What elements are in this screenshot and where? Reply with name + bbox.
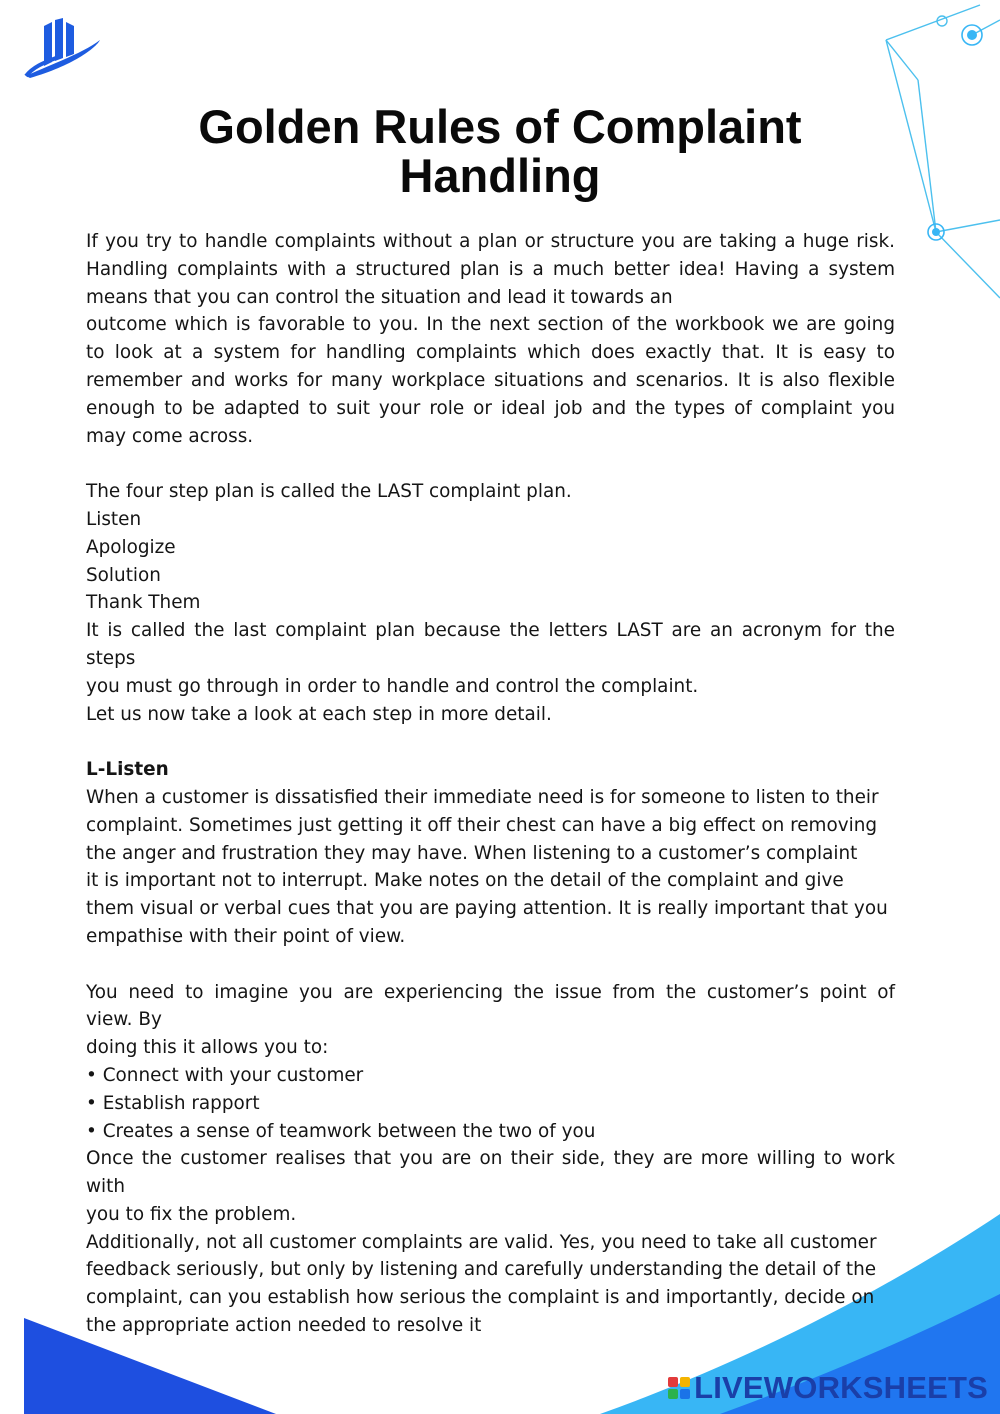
plan-step: Apologize	[86, 536, 176, 558]
listen-line: it is important not to interrupt. Make notes on the detail of the complaint and give	[86, 870, 844, 892]
title-line: Golden Rules of Complaint	[198, 100, 802, 153]
intro-line: If you try to handle complaints without a plan or structure you are taking a huge risk.	[86, 231, 895, 252]
listen-line: You need to imagine you are experiencing the issue from the customer’s point of	[86, 981, 895, 1003]
plan-step: Solution	[86, 564, 161, 586]
intro-line: may come across.	[86, 425, 254, 447]
listen-line: When a customer is dissatisfied their immediate need is for someone to listen to their	[86, 786, 879, 808]
plan-line: you must go through in order to handle and control the complaint.	[86, 675, 699, 697]
listen-line: the anger and frustration they may have. When listening to a customer’s complaint	[86, 842, 858, 864]
company-logo	[22, 18, 102, 80]
listen-line: view. By	[86, 1009, 162, 1031]
intro-line: to look at a system for handling complaints which does exactly that. It is easy to	[86, 342, 895, 364]
liveworksheets-brand	[668, 1372, 988, 1404]
brand-grid-icon	[668, 1377, 690, 1399]
plan-step: Listen	[86, 508, 142, 530]
page-title	[0, 102, 1000, 200]
listen-line: with	[86, 1176, 126, 1198]
plan-step: Thank Them	[86, 592, 201, 614]
intro-line: outcome which is favorable to you. In the next section of the workbook we are going	[86, 314, 895, 336]
bullet-item: • Establish rapport	[86, 1092, 260, 1114]
plan-line: steps	[86, 647, 136, 669]
listen-line: them visual or verbal cues that you are paying attention. It is really important that you	[86, 898, 888, 920]
listen-line: doing this it allows you to:	[86, 1037, 329, 1059]
intro-line: means that you can control the situation and lead it towards an	[86, 286, 673, 308]
section-heading: L-Listen	[86, 759, 169, 781]
bullet-item: • Creates a sense of teamwork between the two of you	[86, 1120, 596, 1142]
listen-line: complaint. Sometimes just getting it off their chest can have a big effect on removing	[86, 814, 878, 836]
title-line: Handling	[399, 149, 601, 202]
listen-line: complaint, can you establish how serious the complaint is and importantly, decide on	[86, 1287, 875, 1309]
listen-line: Once the customer realises that you are on their side, they are more willing to work	[86, 1148, 895, 1170]
listen-line: empathise with their point of view.	[86, 925, 406, 947]
intro-line: Handling complaints with a structured plan is a much better idea! Having a system	[86, 258, 895, 280]
brand-name: LIVEWORKSHEETS	[694, 1370, 988, 1405]
bullet-item: • Connect with your customer	[86, 1064, 364, 1086]
listen-line: Additionally, not all customer complaints are valid. Yes, you need to take all customer	[86, 1231, 877, 1253]
listen-line: the appropriate action needed to resolve it	[86, 1315, 482, 1337]
intro-line: remember and works for many workplace situations and scenarios. It is also flexible	[86, 369, 895, 391]
listen-line: feedback seriously, but only by listening and carefully understanding the detail of the	[86, 1259, 877, 1281]
body-text	[86, 228, 895, 1340]
plan-intro: The four step plan is called the LAST complaint plan.	[86, 481, 572, 503]
plan-line: It is called the last complaint plan because the letters LAST are an acronym for the	[86, 620, 895, 642]
plan-line: Let us now take a look at each step in more detail.	[86, 703, 552, 725]
listen-line: you to fix the problem.	[86, 1203, 297, 1225]
intro-line: enough to be adapted to suit your role or ideal job and the types of complaint you	[86, 397, 895, 419]
